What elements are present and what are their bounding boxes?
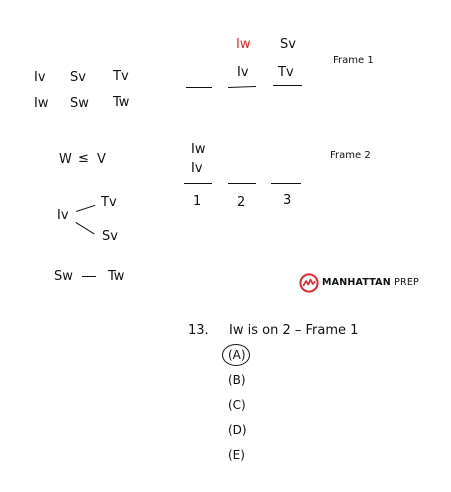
variable-sw: Sw — [70, 96, 89, 111]
brand-name-bold: MANHATTAN — [322, 277, 391, 288]
choice-b[interactable]: (B) — [228, 373, 246, 387]
rule2-to1: Tv — [101, 195, 117, 210]
brand-name-light: PREP — [394, 277, 419, 288]
frame1-slot2-line — [228, 86, 256, 88]
rule1-right: V — [97, 152, 106, 167]
brand-name — [322, 278, 419, 288]
frame1-slot2-mid: Iv — [237, 65, 249, 80]
variable-tw: Tw — [113, 95, 130, 110]
rule1-left: W — [59, 152, 72, 167]
variable-iv: Iv — [34, 70, 46, 85]
rule3-right: Tw — [108, 269, 125, 284]
question-text: Iw is on 2 – Frame 1 — [229, 323, 359, 338]
frame2-slot3-line — [271, 183, 301, 184]
frame2-slot-number-2: 2 — [237, 195, 246, 210]
frame1-slot3-top: Sv — [280, 37, 296, 52]
variable-sv: Sv — [70, 70, 86, 85]
frame1-label: Frame 1 — [333, 55, 374, 66]
rule3-dash — [82, 276, 96, 277]
frame1-slot3-mid: Tv — [278, 65, 294, 80]
frame1-slot3-line — [273, 85, 302, 86]
frame2-label: Frame 2 — [330, 150, 371, 161]
choice-a[interactable]: (A) — [228, 348, 246, 362]
frame2-slot2-line — [228, 183, 256, 184]
rule2-from: Iv — [57, 208, 69, 223]
variable-iw: Iw — [34, 96, 49, 111]
frame2-slot-number-3: 3 — [283, 193, 292, 208]
variable-tv: Tv — [113, 69, 129, 84]
choice-e[interactable]: (E) — [228, 448, 245, 462]
question-number: 13. — [188, 323, 209, 338]
rule2-to2: Sv — [102, 229, 118, 244]
rule3-left: Sw — [54, 269, 73, 284]
rule2-branch-down — [75, 222, 94, 235]
frame2-slot1-line — [184, 183, 212, 184]
choice-d[interactable]: (D) — [228, 423, 247, 437]
manhattan-prep-logo-icon — [299, 273, 319, 293]
choice-c[interactable]: (C) — [228, 398, 246, 412]
rule2-branch-up — [76, 205, 95, 212]
frame1-slot1-line — [186, 87, 212, 88]
frame2-slot1-top: Iw — [191, 142, 206, 157]
frame1-slot2-top: Iw — [236, 37, 251, 52]
rule1-op: ≤ — [78, 151, 89, 166]
frame2-slot1-mid: Iv — [191, 161, 203, 176]
frame2-slot-number-1: 1 — [193, 194, 202, 209]
